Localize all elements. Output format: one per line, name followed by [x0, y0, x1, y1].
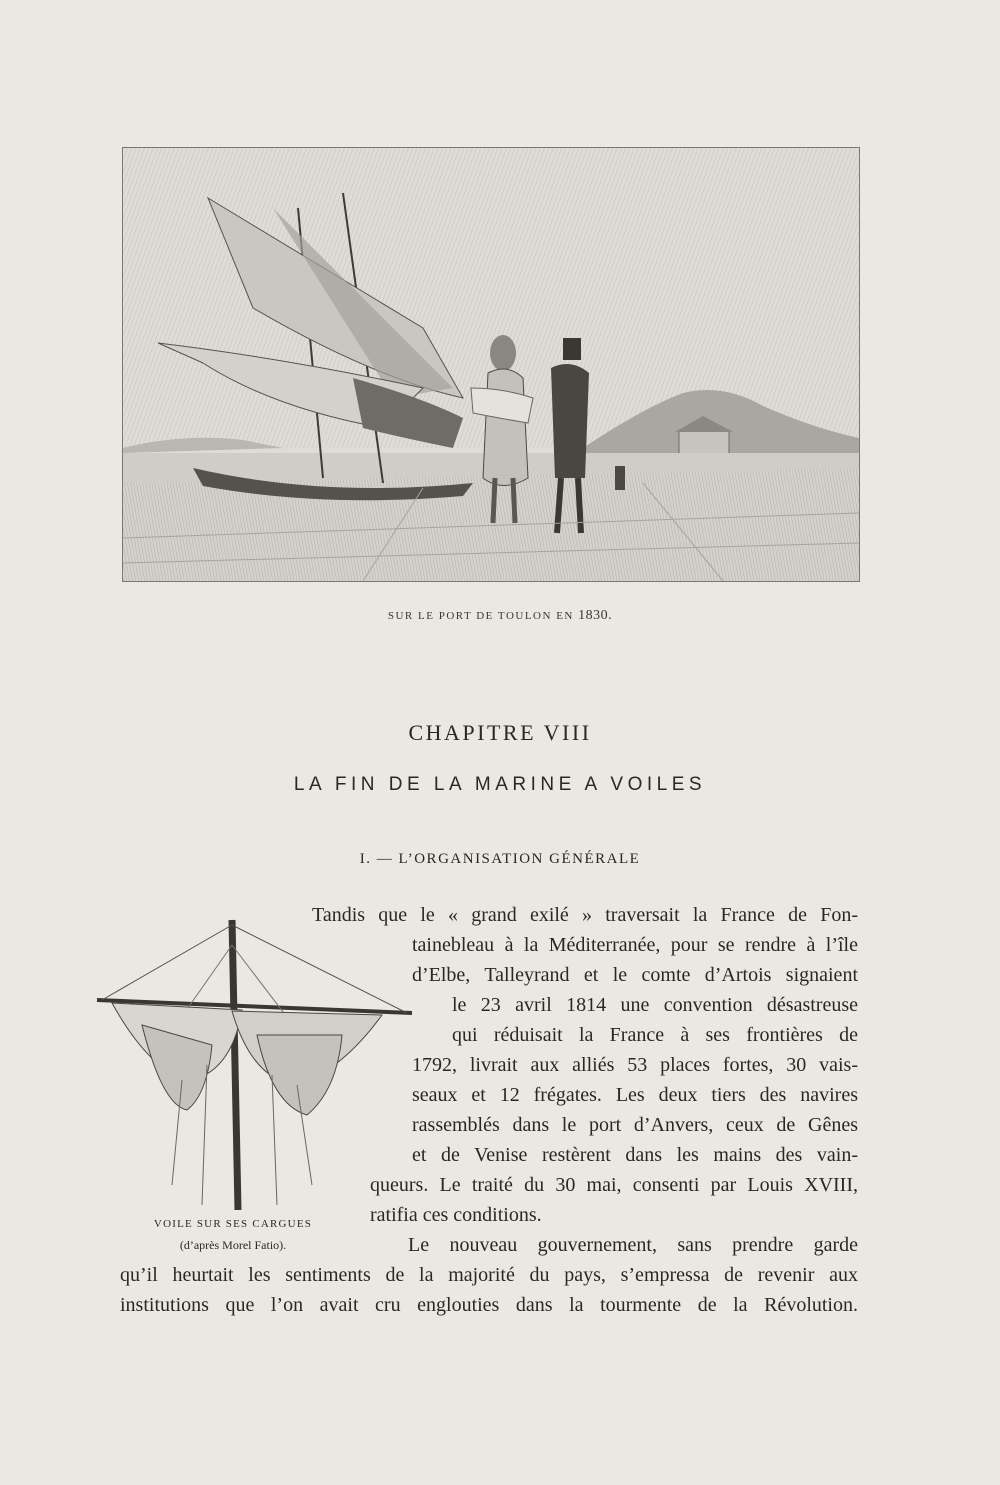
top-illustration-caption — [0, 608, 1000, 624]
body-line: Le nouveau gouvernement, sans prendre garde — [408, 1234, 858, 1256]
body-line: 1792, livrait aux alliés 53 places fortes, 30 vais- — [412, 1054, 858, 1076]
sail-caption-credit: (d’après Morel Fatio). — [179, 1238, 287, 1252]
body-line: qu’il heurtait les sentiments de la majorité du pays, s’empressa de revenir aux — [120, 1264, 858, 1286]
body-line: le 23 avril 1814 une convention désastreuse — [452, 994, 858, 1016]
body-line: et de Venise restèrent dans les mains des vain- — [412, 1144, 858, 1166]
chapter-subtitle: LA FIN DE LA MARINE A VOILES — [293, 774, 707, 795]
body-line: Tandis que le « grand exilé » traversait la France de Fon- — [312, 904, 858, 926]
toulon-port-engraving — [122, 147, 860, 582]
chapter-heading: CHAPITRE VIII — [408, 720, 592, 745]
caption-text: SUR LE PORT DE TOULON EN — [387, 610, 574, 622]
sail-illustration — [82, 905, 427, 1210]
sail-caption: VOILE SUR SES CARGUES — [153, 1218, 313, 1230]
body-line: ratifia ces conditions. — [370, 1204, 542, 1226]
section-heading: I. — L’ORGANISATION GÉNÉRALE — [359, 851, 641, 867]
body-line: institutions que l’on avait cru englouties dans la tourmente de la Révolution. — [120, 1294, 858, 1316]
caption-year: 1830. — [578, 608, 613, 623]
body-line: seaux et 12 frégates. Les deux tiers des navires — [412, 1084, 858, 1106]
body-line: d’Elbe, Talleyrand et le comte d’Artois signaient — [412, 964, 858, 986]
body-line: rassemblés dans le port d’Anvers, ceux de Gênes — [412, 1114, 858, 1136]
body-line: queurs. Le traité du 30 mai, consenti par Louis XVIII, — [370, 1174, 858, 1196]
body-line: tainebleau à la Méditerranée, pour se rendre à l’île — [412, 934, 858, 956]
body-line: qui réduisait la France à ses frontières de — [452, 1024, 858, 1046]
